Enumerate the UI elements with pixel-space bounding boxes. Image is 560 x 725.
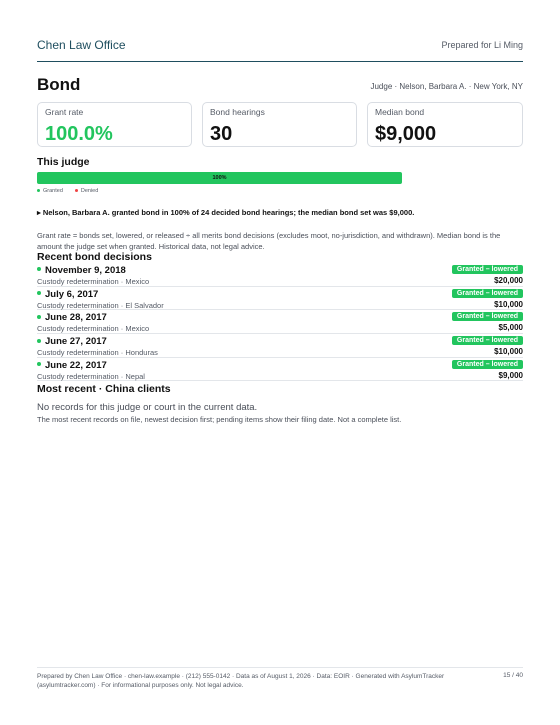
judge-meta: Judge · Nelson, Barbara A. · New York, NY xyxy=(370,82,523,91)
median-bond-card xyxy=(367,102,523,147)
granted-dot-icon xyxy=(37,189,40,192)
empty-state-text: No records for this judge or court in the current data. xyxy=(37,402,258,413)
prepared-for: Prepared for Li Ming xyxy=(441,40,523,50)
page-header xyxy=(37,38,523,62)
bar-legend xyxy=(37,188,98,194)
decision-detail: Custody redetermination · Nepal xyxy=(37,371,145,381)
page-number: 15 / 40 xyxy=(503,672,523,679)
grant-rate-bar-label: 100% xyxy=(212,175,227,181)
recent-decisions-list xyxy=(37,263,523,381)
decision-date: June 27, 2017 xyxy=(45,336,107,348)
decision-date: November 9, 2018 xyxy=(45,265,126,276)
bond-amount: $9,000 xyxy=(498,370,523,380)
bond-hearings-card xyxy=(202,102,357,147)
status-badge: Granted – lowered xyxy=(452,312,523,321)
decision-date: June 28, 2017 xyxy=(45,312,107,324)
card-label: Grant rate xyxy=(45,107,84,117)
card-label: Bond hearings xyxy=(210,107,265,117)
decision-detail: Custody redetermination · El Salvador xyxy=(37,300,164,310)
page-title: Bond xyxy=(37,75,81,94)
list-item xyxy=(37,263,523,287)
bond-amount: $10,000 xyxy=(494,347,523,357)
status-dot-icon xyxy=(37,362,41,366)
grant-rate-bar-fill xyxy=(37,172,402,184)
firm-name: Chen Law Office xyxy=(37,38,126,52)
status-badge: Granted – lowered xyxy=(452,289,523,298)
legend-granted: Granted xyxy=(37,188,63,194)
card-label: Median bond xyxy=(375,107,425,117)
most-recent-heading: Most recent · China clients xyxy=(37,383,171,395)
list-item xyxy=(37,334,523,358)
summary-text: ▸ Nelson, Barbara A. granted bond in 100% of 24 decided bond hearings; the median bond set was $9,000. xyxy=(37,208,415,217)
grant-rate-card xyxy=(37,102,192,147)
grant-rate-bar xyxy=(37,172,402,184)
card-value: $9,000 xyxy=(375,123,437,145)
status-dot-icon xyxy=(37,291,41,295)
methodology-note: Grant rate = bonds set, lowered, or released ÷ all merits bond decisions (excludes moot, no-jurisdiction, and withdrawn). Median bond is the amount the judge set when granted. Historical data, not legal advice. xyxy=(37,231,501,251)
decision-date: July 6, 2017 xyxy=(45,288,99,300)
footer-text: Prepared by Chen Law Office · chen-law.example · (212) 555-0142 · Data as of August 1, 2026 · Data: EOIR · Generated with AsylumTracker (asylumtracker.com) · For informational purposes only. Not legal advice. xyxy=(37,673,445,689)
list-item xyxy=(37,287,523,311)
decision-date: June 22, 2017 xyxy=(45,359,107,371)
footer-divider xyxy=(37,667,523,668)
status-badge: Granted – lowered xyxy=(452,336,523,345)
decision-detail: Custody redetermination · Mexico xyxy=(37,324,150,334)
list-item xyxy=(37,310,523,334)
list-item xyxy=(37,358,523,382)
bond-amount: $20,000 xyxy=(494,276,523,285)
status-badge: Granted – lowered xyxy=(452,360,523,369)
recent-decisions-heading: Recent bond decisions xyxy=(37,251,152,263)
status-badge: Granted – lowered xyxy=(452,265,523,274)
decision-detail: Custody redetermination · Mexico xyxy=(37,277,150,286)
status-dot-icon xyxy=(37,339,41,343)
card-value: 30 xyxy=(210,123,233,145)
empty-state-note: The most recent records on file, newest decision first; pending items show their filing date. Not a complete list. xyxy=(37,415,402,424)
status-dot-icon xyxy=(37,315,41,319)
bond-amount: $5,000 xyxy=(498,323,523,333)
this-judge-heading: This judge xyxy=(37,156,90,168)
status-dot-icon xyxy=(37,267,41,271)
decision-detail: Custody redetermination · Honduras xyxy=(37,348,158,358)
legend-denied: Denied xyxy=(75,188,98,194)
card-value: 100.0% xyxy=(45,123,113,145)
denied-dot-icon xyxy=(75,189,78,192)
bond-amount: $10,000 xyxy=(494,299,523,309)
